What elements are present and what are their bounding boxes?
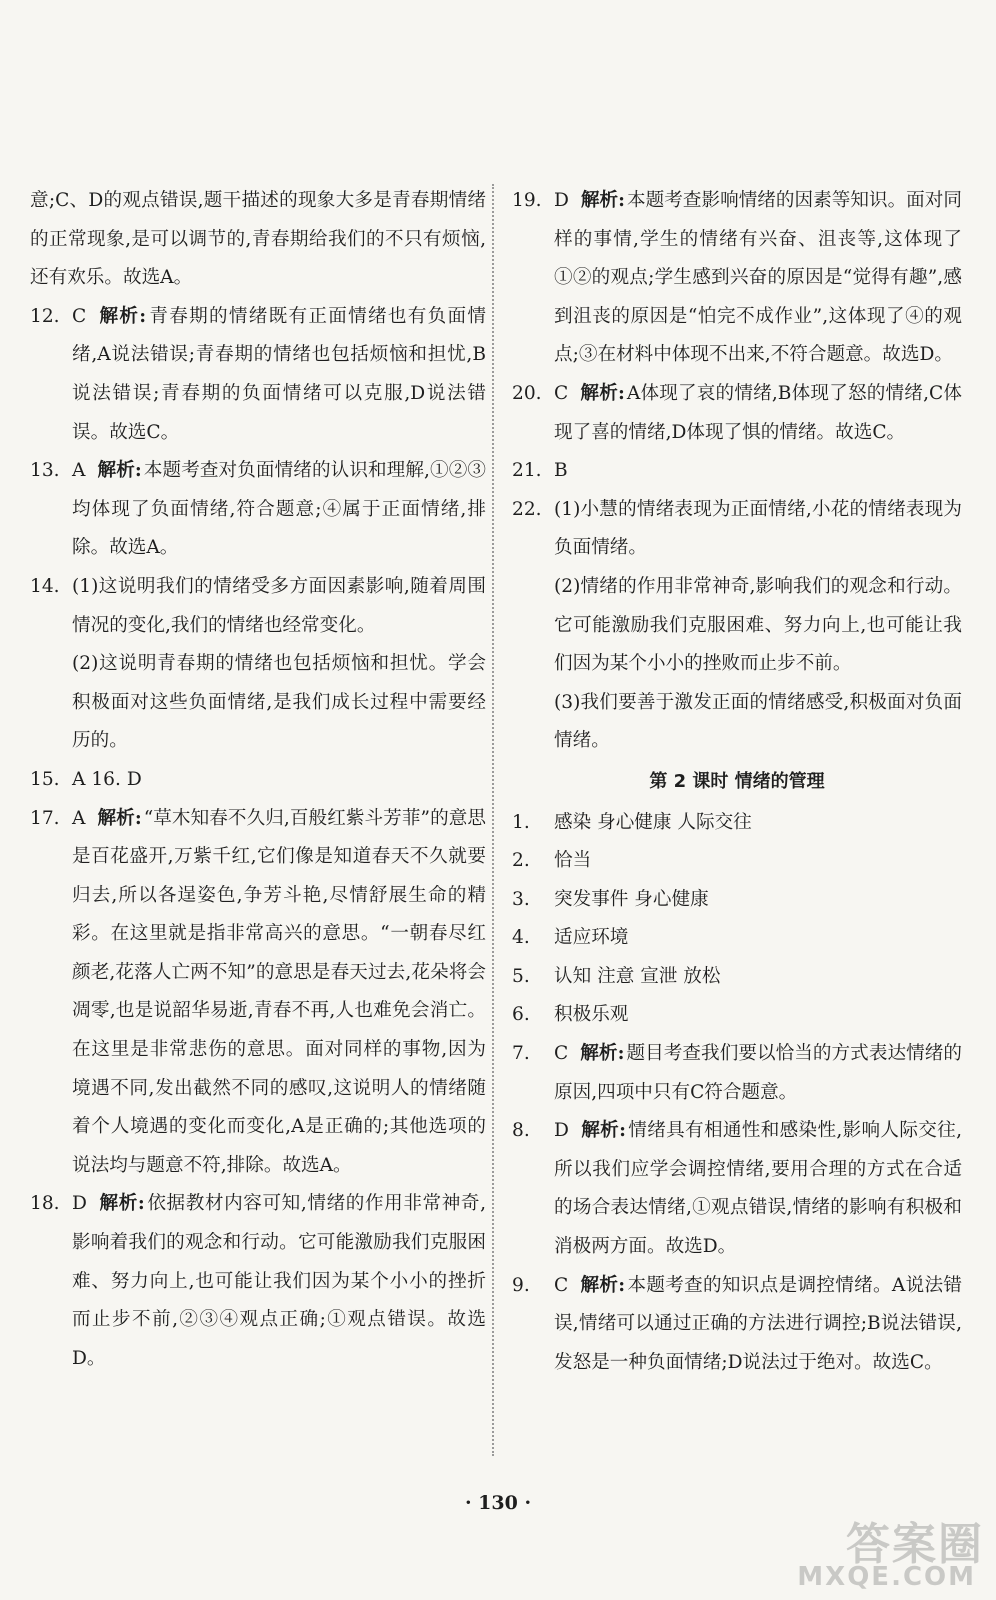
item-number: 2. <box>512 850 530 872</box>
answer-text: A 16. D <box>72 768 142 790</box>
answer-text: 突发事件 身心健康 <box>554 888 709 910</box>
analysis-text: 本题考查对负面情绪的认识和理解,①②③均体现了负面情绪,符合题意;④属于正面情绪,排除。故选A。 <box>72 460 486 559</box>
answer-part: (1)小慧的情绪表现为正面情绪,小花的情绪表现为负面情绪。 <box>554 498 962 559</box>
answer-item-19 <box>512 182 962 375</box>
watermark-logo <box>744 1508 984 1592</box>
item-number: 21. <box>512 460 542 482</box>
answer-text: 恰当 <box>554 850 592 872</box>
item-number: 3. <box>512 888 530 910</box>
answer-letter: C <box>554 1274 569 1296</box>
item-number: 5. <box>512 965 530 987</box>
answer-item-1 <box>512 804 962 843</box>
answer-item-21 <box>512 452 962 491</box>
answer-letter: D <box>554 190 569 211</box>
answer-letter: A <box>72 460 86 482</box>
answer-item-12 <box>30 298 486 452</box>
analysis-text: 本题考查影响情绪的因素等知识。面对同样的事情,学生的情绪有兴奋、沮丧等,这体现了①②的观点;学生感到兴奋的原因是“觉得有趣”,感到沮丧的原因是“怕完不成作业”,这体现了④的观点;③在材料中体现不出来,不符合题意。故选D。 <box>554 190 962 366</box>
answer-part: (3)我们要善于激发正面的情绪感受,积极面对负面情绪。 <box>554 691 962 752</box>
analysis-label: 解析: <box>580 1274 626 1296</box>
answer-text: 认知 注意 宣泄 放松 <box>554 965 721 987</box>
item-number: 12. <box>30 305 60 327</box>
answer-text: 适应环境 <box>554 927 629 949</box>
analysis-text: 青春期的情绪既有正面情绪也有负面情绪,A说法错误;青春期的情绪也包括烦恼和担忧,B说法错误;青春期的负面情绪可以克服,D说法错误。故选C。 <box>72 305 486 443</box>
page-number: · 130 · <box>464 1492 532 1514</box>
answer-letter: C <box>554 382 569 404</box>
analysis-label: 解析: <box>580 1043 625 1065</box>
answer-item-13 <box>30 452 486 568</box>
answer-item-3 <box>512 881 962 920</box>
item-number: 18. <box>30 1193 60 1215</box>
column-divider <box>492 184 494 1456</box>
answer-item-2 <box>512 842 962 881</box>
item-number: 15. <box>30 768 60 790</box>
item-number: 9. <box>512 1274 530 1296</box>
analysis-label: 解析: <box>580 190 626 211</box>
item-number: 20. <box>512 382 542 404</box>
analysis-text: 本题考查的知识点是调控情绪。A说法错误,情绪可以通过正确的方法进行调控;B说法错误,发怒是一种负面情绪;D说法过于绝对。故选C。 <box>554 1274 962 1373</box>
item-number: 1. <box>512 811 530 833</box>
left-column <box>30 182 486 1378</box>
answer-continuation: 意;C、D的观点错误,题干描述的现象大多是青春期情绪的正常现象,是可以调节的,青春期给我们的不只有烦恼,还有欢乐。故选A。 <box>30 190 486 289</box>
answer-letter: A <box>72 807 86 829</box>
answer-letter: D <box>554 1120 569 1142</box>
answer-item-4 <box>512 919 962 958</box>
item-number: 6. <box>512 1004 530 1026</box>
analysis-label: 解析: <box>98 1193 145 1215</box>
watermark-domain: MXQE.COM <box>797 1562 976 1592</box>
analysis-text: 题目考查我们要以恰当的方式表达情绪的原因,四项中只有C符合题意。 <box>554 1043 962 1103</box>
analysis-text: A体现了哀的情绪,B体现了怒的情绪,C体现了喜的情绪,D体现了惧的情绪。故选C。 <box>554 382 962 443</box>
analysis-label: 解析: <box>580 1120 626 1142</box>
answer-part: (1)这说明我们的情绪受多方面因素影响,随着周围情况的变化,我们的情绪也经常变化。 <box>72 575 486 636</box>
answer-letter: C <box>554 1043 569 1065</box>
item-number: 17. <box>30 807 60 829</box>
answer-letter: C <box>72 305 87 327</box>
answer-item-14 <box>30 568 486 645</box>
answer-item-7 <box>512 1035 962 1112</box>
analysis-text: “草木知春不久归,百般红紫斗芳菲”的意思是百花盛开,万紫千红,它们像是知道春天不久就要归去,所以各逞姿色,争芳斗艳,尽情舒展生命的精彩。在这里就是指非常高兴的意思。“一朝春尽红颜老,花落人亡两不知”的意思是春天过去,花朵将会凋零,也是说韶华易逝,青春不再,人也难免会消亡。在这里是非常悲伤的意思。面对同样的事物,因为境遇不同,发出截然不同的感叹,这说明人的情绪随着个人境遇的变化而变化,A是正确的;其他选项的说法均与题意不符,排除。故选A。 <box>72 807 486 1176</box>
answer-text: 积极乐观 <box>554 1004 629 1026</box>
item-number: 8. <box>512 1120 530 1142</box>
item-number: 7. <box>512 1043 530 1065</box>
answer-item-15-16 <box>30 761 486 800</box>
right-column <box>512 182 962 1382</box>
answer-item-18 <box>30 1185 486 1378</box>
watermark-title: 答案圈 <box>846 1519 984 1570</box>
answer-text: B <box>554 460 568 482</box>
answer-item-8 <box>512 1112 962 1266</box>
item-number: 19. <box>512 190 542 211</box>
analysis-label: 解析: <box>98 305 147 327</box>
section-title: 第 2 课时 情绪的管理 <box>649 770 825 792</box>
analysis-label: 解析: <box>97 460 142 482</box>
item-number: 13. <box>30 460 60 482</box>
answer-item-9 <box>512 1267 962 1383</box>
answer-item-5 <box>512 958 962 997</box>
answer-item-6 <box>512 996 962 1035</box>
analysis-text: 情绪具有相通性和感染性,影响人际交往,所以我们应学会调控情绪,要用合理的方式在合适的场合表达情绪,①观点错误,情绪的影响有积极和消极两方面。故选D。 <box>554 1120 962 1258</box>
answer-letter: D <box>72 1193 87 1215</box>
answer-item-20 <box>512 375 962 452</box>
answer-item-22 <box>512 491 962 568</box>
analysis-text: 依据教材内容可知,情绪的作用非常神奇,影响着我们的观念和行动。它可能激励我们克服困难、努力向上,也可能让我们因为某个小小的挫折而止步不前,②③④观点正确;①观点错误。故选D。 <box>72 1193 486 1369</box>
item-number: 14. <box>30 575 60 597</box>
analysis-label: 解析: <box>580 382 625 404</box>
answer-text: 感染 身心健康 人际交往 <box>554 811 752 833</box>
answer-part: (2)情绪的作用非常神奇,影响我们的观念和行动。它可能激励我们克服困难、努力向上,也可能让我们因为某个小小的挫败而止步不前。 <box>554 575 962 675</box>
analysis-label: 解析: <box>97 807 142 829</box>
answer-item-17 <box>30 800 486 1186</box>
answer-part: (2)这说明青春期的情绪也包括烦恼和担忧。学会积极面对这些负面情绪,是我们成长过程中需要经历的。 <box>72 653 486 752</box>
item-number: 22. <box>512 498 542 520</box>
item-number: 4. <box>512 927 530 949</box>
